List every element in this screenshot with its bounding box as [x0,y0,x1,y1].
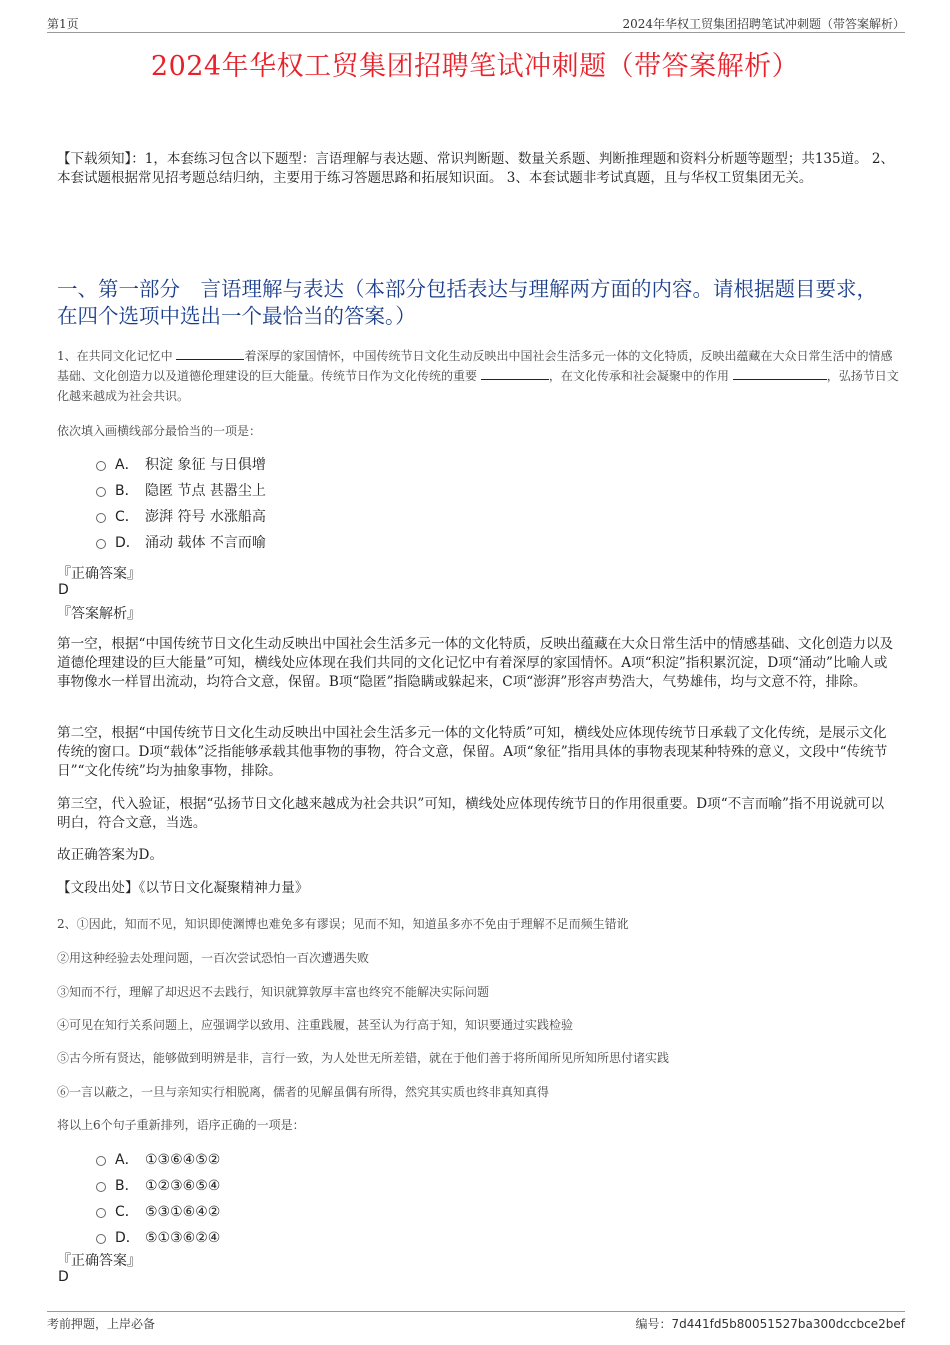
option-text: ①③⑥④⑤② [145,1152,221,1168]
q1-blank-2 [481,366,549,380]
q1-analysis-paragraph: 第三空，代入验证，根据“弘扬节日文化越来越成为社会共识”可知，横线处应体现传统节日的作用很重要。D项“不言而喻”指不用说就可以明白，符合文意，当选。 [57,796,885,831]
q1-option-c[interactable] [96,504,266,530]
q1-analysis-paragraph: 第一空，根据“中国传统节日文化生动反映出中国社会生活多元一体的文化特质，反映出蕴藏在大众日常生活中的情感基础、文化创造力以及道德伦理建设的巨大能量”可知，横线处应体现在我们共同的文化记忆中有着深厚的家国情怀。A项“积淀”指积累沉淀，D项“涌动”比喻人或事物像水一样冒出流动，均符合文意，保留。B项“隐匿”指隐瞒或躲起来，C项“澎湃”形容声势浩大，气势雄伟，均与文意不符，排除。 [57,636,894,690]
radio-icon[interactable] [96,1208,106,1218]
footer-code-value: 7d441fd5b80051527ba300dccbce2bef [671,1317,905,1331]
header-doc-title: 2024年华权工贸集团招聘笔试冲刺题（带答案解析） [622,17,905,31]
page-number: 第1页 [47,17,79,31]
section-title: 一、第一部分 言语理解与表达（本部分包括表达与理解两方面的内容。请根据题目要求，在四个选项中选出一个最恰当的答案。） [57,277,877,328]
option-letter: D． [115,1230,140,1246]
option-text: 澎湃 符号 水涨船高 [145,509,266,525]
option-text: ⑤①③⑥②④ [145,1230,221,1246]
q1-analysis-paragraph: 第二空，根据“中国传统节日文化生动反映出中国社会生活多元一体的文化特质”可知，横线处应体现传统节日承载了文化传统，是展示文化传统的窗口。D项“载体”泛指能够承载其他事物的事物，符合文意，保留。A项“象征”指用具体的事物表现某种特殊的意义，文段中“传统节日”“文化传统”均为抽象事物，排除。 [57,725,888,779]
q2-option-c[interactable] [96,1199,220,1225]
q1-option-a[interactable] [96,452,266,478]
q2-option-d[interactable] [96,1225,220,1251]
q1-text-part-d: ，弘扬节日文化越来越成为社会共识。 [57,369,899,403]
option-letter: B． [115,483,139,499]
q1-option-b[interactable] [96,478,266,504]
option-text: 隐匿 节点 甚嚣尘上 [145,483,266,499]
q2-option-a[interactable] [96,1147,220,1173]
q2-option-b[interactable] [96,1173,220,1199]
q2-answer-label: 『正确答案』 [57,1253,141,1269]
radio-icon[interactable] [96,487,106,497]
q1-analysis-label: 『答案解析』 [57,606,141,622]
option-letter: D． [115,535,140,551]
footer-code-label: 编号： [635,1317,672,1331]
radio-icon[interactable] [96,513,106,523]
q1-blank-1 [176,346,244,360]
option-letter: C． [115,1204,139,1220]
question-2-prompt: 将以上6个句子重新排列，语序正确的一项是： [57,1118,305,1132]
q1-analysis-conclusion: 故正确答案为D。 [57,847,164,863]
q1-text-part-a: 1、在共同文化记忆中 [57,349,173,363]
download-notice: 【下载须知】：1，本套练习包含以下题型：言语理解与表达题、常识判断题、数量关系题、判断推理题和资料分析题等题型；共135道。 2、本套试题根据常见招考题总结归纳，主要用于练习答题思路和拓展知识面。 3、本套试题非考试真题，且与华权工贸集团无关。 [57,151,894,186]
q2-sentence: ④可见在知行关系问题上，应强调学以致用、注重践履，甚至认为行高于知，知识要通过实践检验 [57,1018,574,1032]
footer-slogan: 考前押题，上岸必备 [47,1317,156,1331]
q2-answer: D [58,1269,69,1285]
question-1-options [96,452,266,556]
question-2-options [96,1147,220,1251]
q1-option-d[interactable] [96,530,266,556]
option-text: 积淀 象征 与日俱增 [145,457,266,473]
radio-icon[interactable] [96,1234,106,1244]
question-1-text [57,346,902,406]
radio-icon[interactable] [96,461,106,471]
option-letter: A． [115,457,139,473]
q1-source: 【文段出处】《以节日文化凝聚精神力量》 [57,880,309,896]
q1-answer: D [58,582,69,598]
option-letter: A． [115,1152,139,1168]
radio-icon[interactable] [96,539,106,549]
option-letter: B． [115,1178,139,1194]
page-header [47,12,905,33]
q2-sentence: ②用这种经验去处理问题，一百次尝试恐怕一百次遭遇失败 [57,951,370,965]
q2-sentence: ⑤古今所有贤达，能够做到明辨是非，言行一致，为人处世无所差错，就在于他们善于将所闻所见所知所思付诸实践 [57,1051,670,1065]
q1-text-part-b: 着深厚的家国情怀，中国传统节日文化生动反映出中国社会生活多元一体的文化特质，反映出蕴藏在大众日常生活中的情感基础、文化创造力以及道德伦理建设的巨大能量。传统节日作为文化传统的重要 [57,349,893,383]
q1-answer-label: 『正确答案』 [57,566,141,582]
option-text: ①②③⑥⑤④ [145,1178,221,1194]
option-letter: C． [115,509,139,525]
document-title: 2024年华权工贸集团招聘笔试冲刺题（带答案解析） [150,51,800,82]
radio-icon[interactable] [96,1182,106,1192]
q1-text-part-c: ，在文化传承和社会凝聚中的作用 [548,369,729,383]
option-text: ⑤③①⑥④② [145,1204,221,1220]
q2-sentence: ⑥一言以蔽之，一旦与亲知实行相脱离，儒者的见解虽偶有所得，然究其实质也终非真知真得 [57,1085,550,1099]
q2-sentence: ③知而不行，理解了却迟迟不去践行，知识就算敦厚丰富也终究不能解决实际问题 [57,985,490,999]
page-footer [47,1311,905,1332]
option-text: 涌动 载体 不言而喻 [145,535,266,551]
footer-code [636,1315,906,1332]
q2-sentence: 2、①因此，知而不见，知识即使渊博也难免多有谬误；见而不知，知道虽多亦不免由于理解不足而频生错讹 [57,917,629,931]
q1-blank-3 [733,366,827,380]
question-1-prompt: 依次填入画横线部分最恰当的一项是： [57,424,262,438]
radio-icon[interactable] [96,1156,106,1166]
